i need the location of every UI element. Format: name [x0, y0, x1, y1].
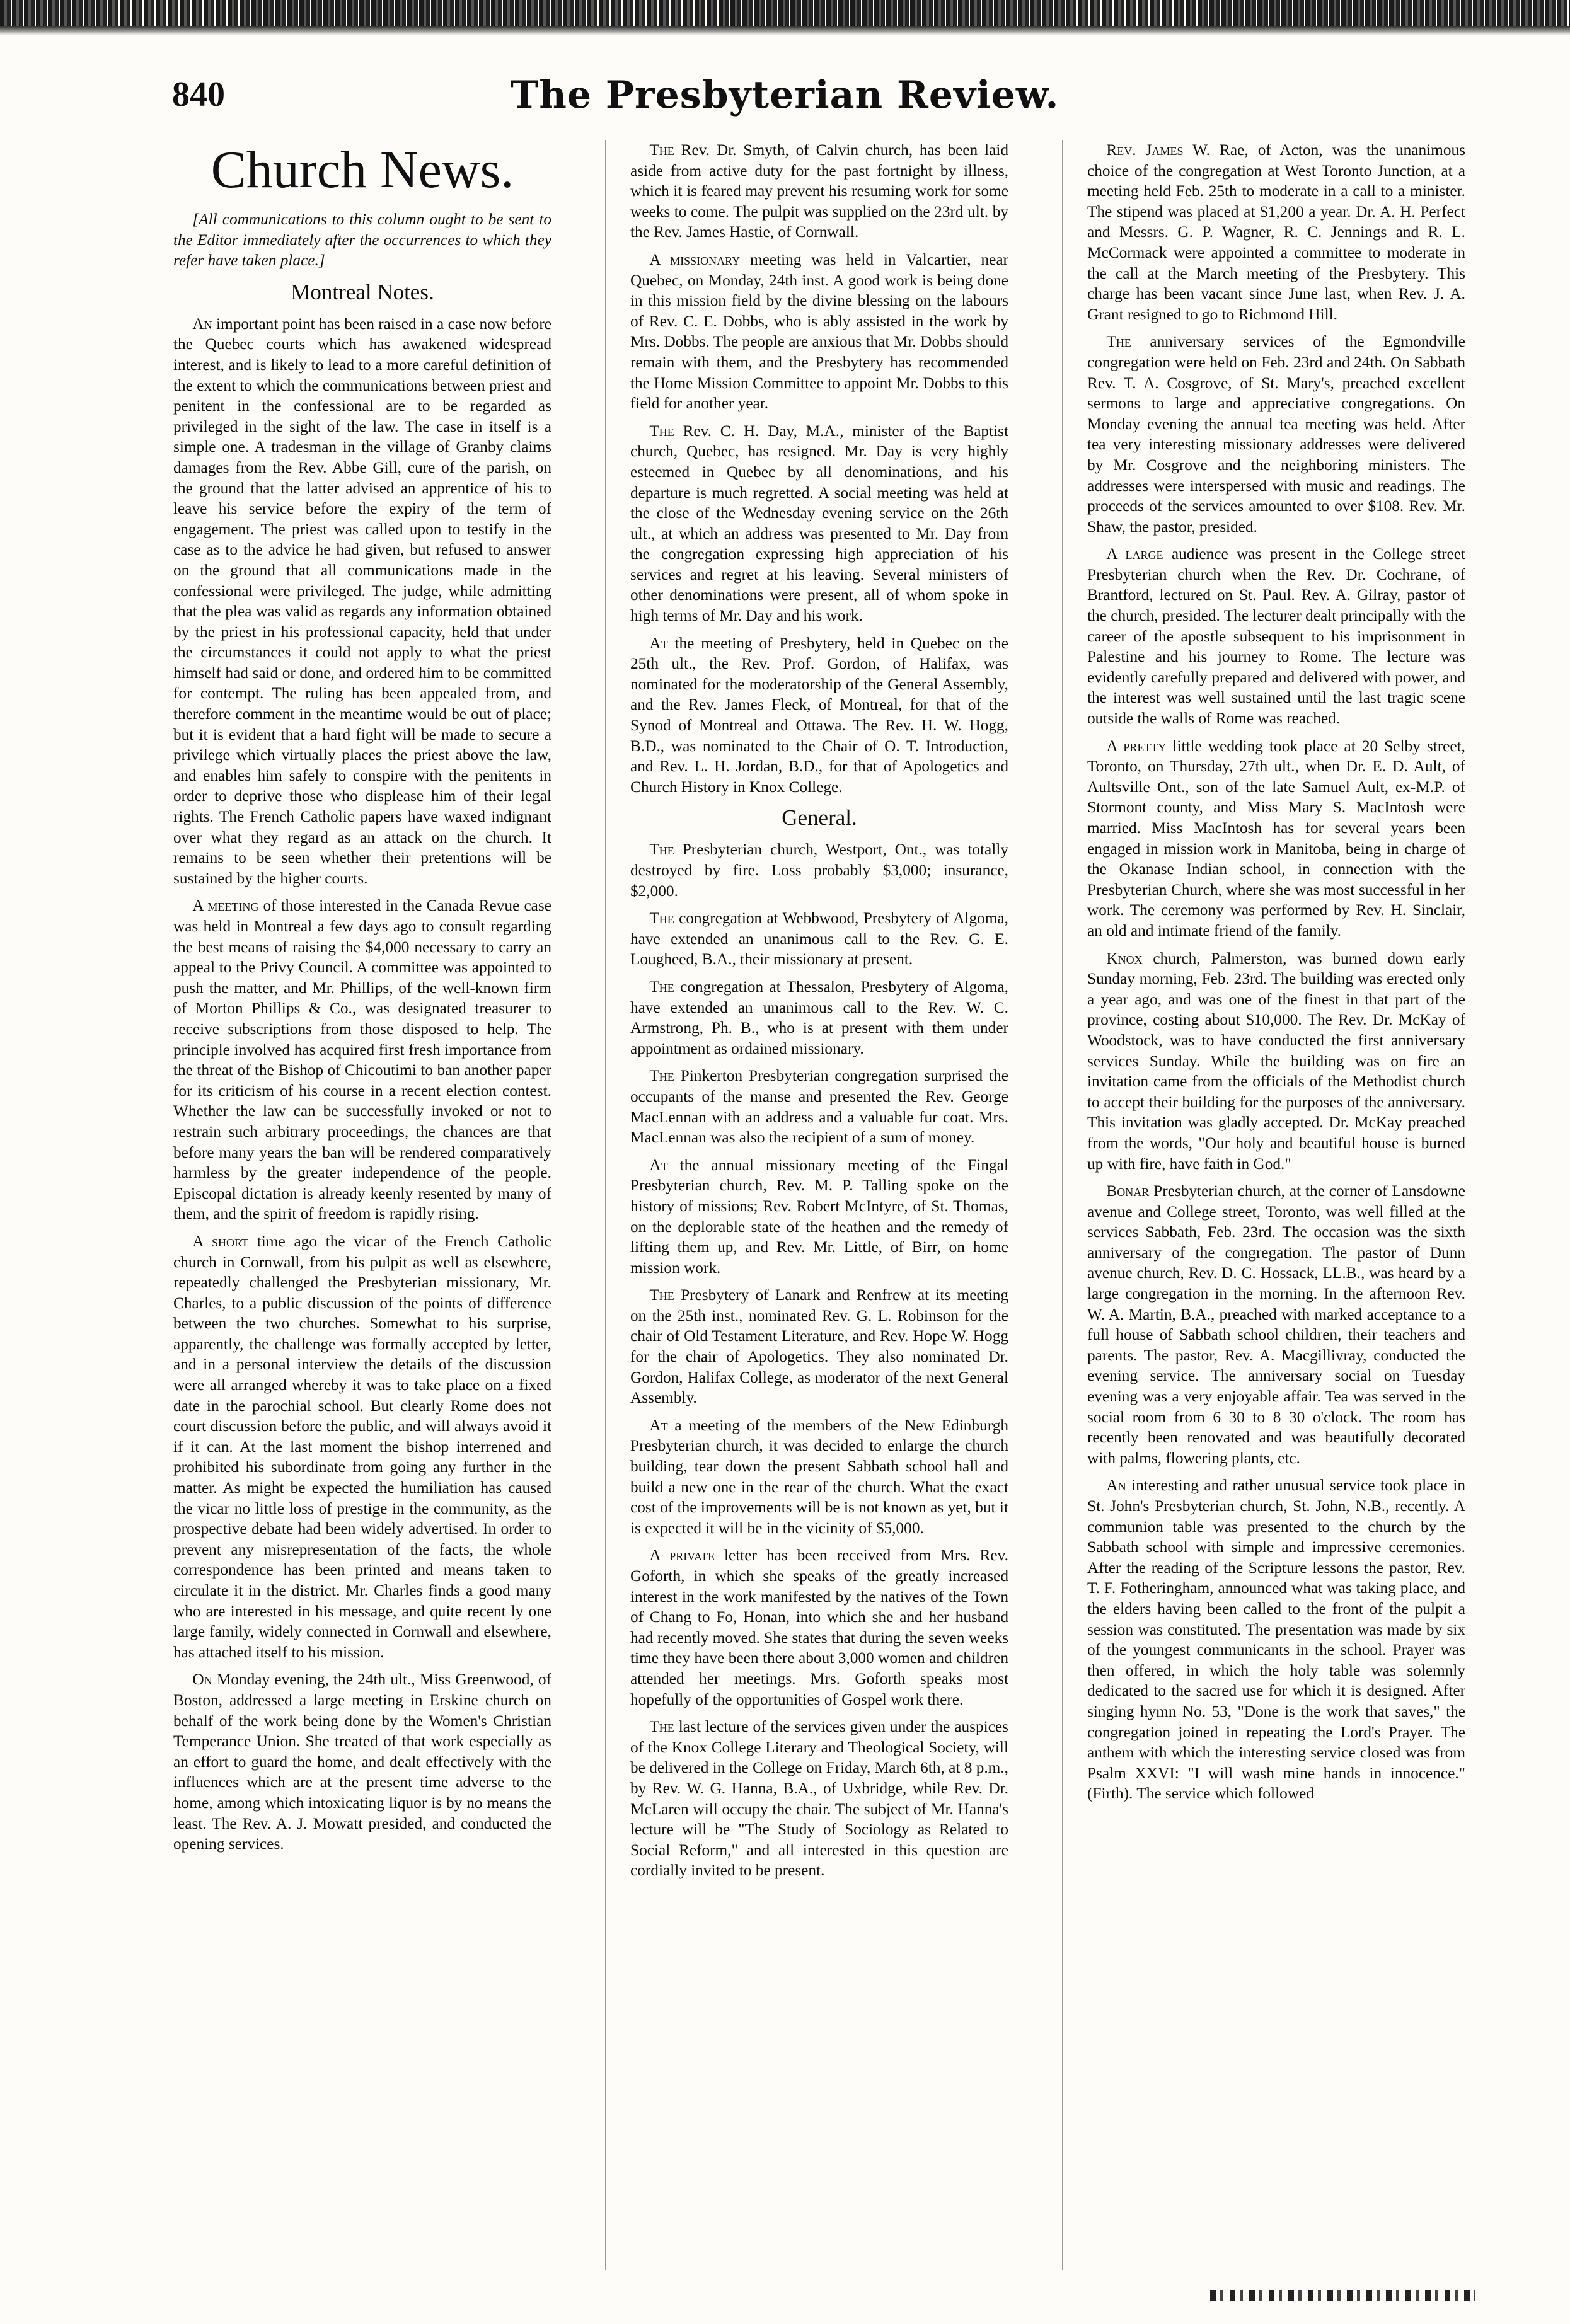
column-3 — [1087, 140, 1465, 2282]
article-paragraph — [630, 633, 1008, 798]
column-2-general-articles — [630, 839, 1008, 1881]
article-paragraph — [173, 314, 551, 889]
article-lead-words: The — [649, 841, 674, 859]
article-lead-words: Knox — [1106, 949, 1143, 967]
article-paragraph — [630, 1066, 1008, 1148]
article-text: audience was present in the College street Presbyterian church when the Rev. Dr. Cochrane, of Brantford, lectured on St. Paul. Rev. A. Gilray, pastor of the church, presided. The lecturer dealt principally with the career of the apostle subsequent to his imprisonment in Palestine and his journey to Rome. The lecture was evidently carefully prepared and delivered with power, and the interest was well sustained until the last tragic scene outside the walls of Rome was reached. — [1087, 545, 1465, 728]
article-text: last lecture of the services given under the auspices of the Knox College Literary and Theological Society, will be delivered in the College on Friday, March 6th, at 8 p.m., by Rev. W. G. Hanna, B.A., of Uxbridge, while Rev. Dr. McLaren will occupy the chair. The subject of Mr. Hanna's lecture will be "The Study of Sociology as Related to Social Reform," and all interested in this question are cordially invited to be present. — [630, 1718, 1008, 1880]
article-paragraph — [173, 1231, 551, 1662]
article-lead-words: The — [649, 977, 674, 996]
article-paragraph — [630, 250, 1008, 414]
article-text: of those interested in the Canada Revue case was held in Montreal a few days ago to consult regarding the best means of raising the $4,000 necessary to carry an appeal to the Privy Council. A committee was appointed to push the matter, and Mr. Phillips, of the well-known firm of Morton Phillips & Co., was designated treasurer to receive subscriptions from those disposed to help. The principle involved has acquired first fresh importance from the threat of the Bishop of Chicoutimi to ban another paper for its criticism of his course in a recent election contest. Whether the law can be successfully invoked or not to restrain such arbitrary proceedings, the chances are that before many years the ban will be rendered comparatively harmless by the greater independence of the people. Episcopal dictation is already keenly resented by many of them, and the spirit of freedom is rapidly rising. — [173, 897, 551, 1223]
article-paragraph — [630, 1545, 1008, 1710]
article-lead-words: At — [649, 634, 668, 652]
article-text: W. Rae, of Acton, was the unanimous choice of the congregation at West Toronto Junction, at a meeting held Feb. 25th to moderate in a call to a minister. The stipend was placed at $1,200 a year. Dr. A. H. Perfect and Messrs. G. P. Wagner, R. C. Jennings and R. L. McCormack were appointed a committee to moderate in the call at the March meeting of the Presbytery. This charge has been vacant since June last, when Rev. J. A. Grant resigned to go to Richmond Hill. — [1087, 141, 1465, 323]
article-text: Rev. Dr. Smyth, of Calvin church, has been laid aside from active duty for the past fortnight by illness, which it is feared may prevent his resuming work for some weeks to come. The pulpit was supplied on the 23rd ult. by the Rev. James Hastie, of Cornwall. — [630, 141, 1008, 241]
scan-top-border-shadow — [0, 26, 1570, 35]
article-paragraph — [173, 1669, 551, 1854]
article-paragraph — [1087, 1475, 1465, 1804]
article-paragraph — [630, 421, 1008, 626]
article-text: congregation at Thessalon, Presbytery of Algoma, have extended an unanimous call to the Rev. W. C. Armstrong, Ph. B., who is at present with them under appointment as ordained missionary. — [630, 977, 1008, 1057]
article-lead-words: An — [192, 314, 212, 333]
section-title: Church News. — [211, 141, 514, 199]
article-lead-words: Bonar — [1106, 1182, 1150, 1200]
column-1 — [173, 140, 551, 2282]
article-text: the meeting of Presbytery, held in Quebec on the 25th ult., the Rev. Prof. Gordon, of Halifax, was nominated for the moderatorship of the General Assembly, and the Rev. James Fleck, of Montreal, for that of the Synod of Montreal and Ottawa. The Rev. H. W. Hogg, B.D., was nominated to the Chair of O. T. Introduction, and Rev. L. H. Jordan, B.D., for that of Apologetics and Church History in Knox College. — [630, 634, 1008, 796]
article-paragraph — [1087, 331, 1465, 537]
article-text: Presbyterian church, at the corner of Lansdowne avenue and College street, Toronto, was well filled at the services Sabbath, Feb. 23rd. The occasion was the sixth anniversary of the congregation. The pastor of Dunn avenue church, Rev. D. C. Hossack, LL.B., was heard by a large congregation in the morning. In the afternoon Rev. W. A. Martin, B.A., preached with marked acceptance to a full house of Sabbath school children, their teachers and parents. The pastor, Rev. A. Macgillivray, conducted the evening service. The anniversary social on Tuesday evening was a very enjoyable affair. Tea was served in the social room from 6 30 to 8 30 o'clock. The room has recently been renovated and was beautifully decorated with palms, flowering plants, etc. — [1087, 1182, 1465, 1467]
subhead-general: General. — [782, 805, 857, 831]
page-number: 840 — [172, 75, 225, 114]
article-paragraph — [630, 908, 1008, 970]
article-paragraph — [1087, 140, 1465, 325]
article-lead-words: A meeting — [192, 897, 259, 915]
article-text: meeting was held in Valcartier, near Quebec, on Monday, 24th inst. A good work is being done in this mission field by the divine blessing on the labours of Rev. C. E. Dobbs, who is ably assisted in the work by Mrs. Dobbs. The people are anxious that Mr. Dobbs should remain with them, and the Presbytery has recommended the Home Mission Committee to appoint Mr. Dobbs to this field for another year. — [630, 250, 1008, 413]
column-2 — [630, 140, 1008, 2282]
article-text: congregation at Webbwood, Presbytery of Algoma, have extended an unanimous call to the Rev. G. E. Lougheed, B.A., their missionary at present. — [630, 909, 1008, 969]
article-text: important point has been raised in a case now before the Quebec courts which has awakened widespread interest, and is likely to lead to a more careful definition of the extent to which the communications between priest and penitent in the confessional are to be regarded as privileged in the sight of the law. The case in itself is a simple one. A tradesman in the village of Granby claims damages from the Rev. Abbe Gill, cure of the parish, on the ground that the latter advised an apprentice of his to leave his service before the expiry of the term of engagement. The priest was called upon to testify in the case as to the advice he had given, but refused to answer on the ground that all communications made in the confessional were privileged. The judge, while admitting that the plea was valid as regards any information obtained by the priest in his professional capacity, held that under the circumstances it could not apply to what the priest himself had said or done, and ordered him to be committed for contempt. The ruling has been appealed from, and therefore comment in the meantime would be out of place; but it is evident that a hard fight will be made to secure a privilege which virtually places the priest above the law, and enables him safely to conspire with the penitents in order to deprive those who displease him of their legal rights. The French Catholic papers have waxed indignant over what they regard as an attack on the church. It remains to be seen whether their pretentions will be sustained by the higher courts. — [173, 314, 551, 887]
article-text: Monday evening, the 24th ult., Miss Greenwood, of Boston, addressed a large meeting in Erskine church on behalf of the work being done by the Women's Christian Temperance Union. She treated of that work especially as an effort to guard the home, and dealt effectively with the influences which are at the present time adverse to the home, among which intoxicating liquor is by no means the least. The Rev. A. J. Mowatt presided, and conducted the opening services. — [173, 1671, 551, 1853]
article-lead-words: Rev. James — [1106, 141, 1184, 159]
column-rule — [605, 140, 606, 2270]
article-lead-words: The — [649, 141, 674, 159]
scan-top-border — [0, 0, 1570, 26]
column-2-articles — [630, 140, 1008, 797]
article-paragraph — [630, 1285, 1008, 1408]
article-paragraph — [630, 977, 1008, 1059]
editor-note: [All communications to this column ought to be sent to the Editor immediately after the occurrences to which they refer have taken place.] — [173, 210, 551, 270]
article-paragraph — [173, 895, 551, 1224]
article-text: anniversary services of the Egmondville congregation were held on Feb. 23rd and 24th. On Sabbath Rev. T. A. Cosgrove, of St. Mary's, preached excellent sermons to large and appreciative congregations. On Monday evening the annual tea meeting was held. After tea very interesting missionary addresses were delivered by Mr. Cosgrove and the neighboring ministers. The addresses were interspersed with music and readings. The proceeds of the services amounted to over $108. Rev. Mr. Shaw, the pastor, presided. — [1087, 333, 1465, 536]
article-paragraph — [1087, 544, 1465, 728]
article-text: little wedding took place at 20 Selby street, Toronto, on Thursday, 27th ult., when Dr. E. D. Ault, of Aultsville Ont., son of the late Samuel Ault, ex-M.P. of Stormont county, and Miss Mary S. MacIntosh were married. Miss MacIntosh has for several years been engaged in mission work in Manitoba, being in charge of the Okanase Indian school, in connection with the Presbyterian Church, where she was most successful in her work. The ceremony was performed by Rev. H. Sinclair, an old and intimate friend of the family. — [1087, 737, 1465, 940]
article-text: Presbyterian church, Westport, Ont., was totally destroyed by fire. Loss probably $3,000; insurance, $2,000. — [630, 841, 1008, 900]
article-lead-words: A large — [1106, 545, 1163, 563]
article-text: letter has been received from Mrs. Rev. Goforth, in which she speaks of the greatly increased interest in the work manifested by the natives of the Town of Chang to Fo, Honan, into which she and her husband had recently moved. She states that during the seven weeks time they have been there about 3,000 women and children attended her meetings. Mrs. Goforth speaks most hopefully of the opportunities of Gospel work there. — [630, 1546, 1008, 1708]
article-lead-words: The — [649, 909, 674, 928]
column-rule — [1062, 140, 1063, 2270]
article-lead-words: The — [649, 1067, 674, 1085]
publication-title: The Presbyterian Review. — [510, 73, 1059, 117]
scan-bottom-mark — [1210, 2290, 1475, 2301]
column-3-articles — [1087, 140, 1465, 1804]
article-lead-words: At — [649, 1156, 668, 1174]
article-text: church, Palmerston, was burned down early Sunday morning, Feb. 23rd. The building was erected only a year ago, and was one of the finest in that part of the province, costing about $10,000. The Rev. Dr. McKay of Woodstock, was to have conducted the first anniversary services Sunday. While the building was on fire an invitation came from the officials of the Methodist church to accept their building for the purposes of the anniversary. This invitation was gladly accepted. Dr. McKay preached from the words, "Our holy and beautiful house is burned up with fire, have faith in God." — [1087, 949, 1465, 1173]
article-lead-words: At — [649, 1416, 668, 1434]
article-lead-words: A missionary — [649, 250, 741, 268]
subhead-montreal-notes: Montreal Notes. — [291, 279, 434, 304]
article-text: interesting and rather unusual service took place in St. John's Presbyterian church, St. John, N.B., recently. A communion table was presented to the church by the Sabbath school with simple and impressive ceremonies. After the reading of the Scripture lessons the pastor, Rev. T. F. Fotheringham, announced what was taking place, and the elders having been called to the front of the pulpit a session was constituted. The presentation was made by six of the youngest communicants in the school. Prayer was then offered, in which the holy table was solemnly dedicated to the sacred use for which it is designed. After singing hymn No. 53, "Done is the work that saves," the congregation joined in repeating the Lord's Prayer. The anthem with which the interesting service closed was from Psalm XXVI: "I will wash mine hands in innocence." (Firth). The service which followed — [1087, 1476, 1465, 1803]
article-paragraph — [630, 839, 1008, 901]
article-paragraph — [1087, 1181, 1465, 1468]
article-text: Presbytery of Lanark and Renfrew at its meeting on the 25th inst., nominated Rev. G. L. Robinson for the chair of Old Testament Literature, and Rev. Hope W. Hogg for the chair of Apologetics. They also nominated Dr. Gordon, Halifax College, as moderator of the next General Assembly. — [630, 1286, 1008, 1407]
article-lead-words: On — [192, 1671, 212, 1689]
article-lead-words: A private — [649, 1546, 715, 1565]
article-text: time ago the vicar of the French Catholic church in Cornwall, from his pulpit as well as elsewhere, repeatedly challenged the Presbyterian missionary, Mr. Charles, to a public discussion of the points of difference between the two churches. Somewhat to his surprise, apparently, the challenge was formally accepted by letter, and in a personal interview the details of the discussion were all arranged whereby it was to take place on a fixed date in the parochial school. But clearly Rome does not court discussion before the public, and will always avoid it if it can. At the last moment the bishop interrened and prohibited his subordinate from going any further in the matter. As might be expected the humiliation has caused the vicar no little loss of prestige in the community, as the prospective debate had been widely advertised. In order to prevent any misrepresentation of the facts, the whole correspondence has been printed and means taken to circulate it in the district. Mr. Charles finds a good many who are interested in his message, and quite recent ly one large family, widely connected in Cornwall and elsewhere, has attached itself to his mission. — [173, 1232, 551, 1661]
article-lead-words: A short — [192, 1232, 248, 1250]
article-lead-words: The — [1106, 333, 1131, 351]
article-lead-words: A pretty — [1106, 737, 1167, 755]
article-lead-words: The — [649, 1286, 674, 1304]
article-paragraph — [630, 1717, 1008, 1881]
article-paragraph — [1087, 736, 1465, 941]
article-lead-words: An — [1106, 1476, 1126, 1495]
article-paragraph — [630, 1415, 1008, 1539]
article-paragraph — [630, 1155, 1008, 1279]
article-paragraph — [1087, 948, 1465, 1175]
article-lead-words: The — [649, 422, 674, 440]
article-text: Rev. C. H. Day, M.A., minister of the Baptist church, Quebec, has resigned. Mr. Day is very highly esteemed in Quebec by all denominations, and his departure is much regretted. A social meeting was held at the close of the Wednesday evening service on the 26th ult., at which an address was presented to Mr. Day from the congregation expressing high appreciation of his services and regret at his leaving. Several ministers of other denominations were present, all of whom spoke in high terms of Mr. Day and his work. — [630, 422, 1008, 625]
column-1-articles — [173, 314, 551, 1855]
article-text: a meeting of the members of the New Edinburgh Presbyterian church, it was decided to enlarge the church building, tear down the present Sabbath school hall and build a new one in the rear of the church. What the exact cost of the improvements will be is not known as yet, but it is expected it will be in the vicinity of $5,000. — [630, 1416, 1008, 1537]
article-text: the annual missionary meeting of the Fingal Presbyterian church, Rev. M. P. Talling spoke on the history of missions; Rev. Robert McIntyre, of St. Thomas, on the deplorable state of the heathen and the remedy of lifting them up, and Rev. Mr. Little, of Birr, on home mission work. — [630, 1156, 1008, 1277]
article-text: Pinkerton Presbyterian congregation surprised the occupants of the manse and presented the Rev. George MacLennan with an address and a valuable fur coat. Mrs. MacLennan was also the recipient of a sum of money. — [630, 1067, 1008, 1147]
article-paragraph — [630, 140, 1008, 243]
article-lead-words: The — [649, 1718, 674, 1736]
